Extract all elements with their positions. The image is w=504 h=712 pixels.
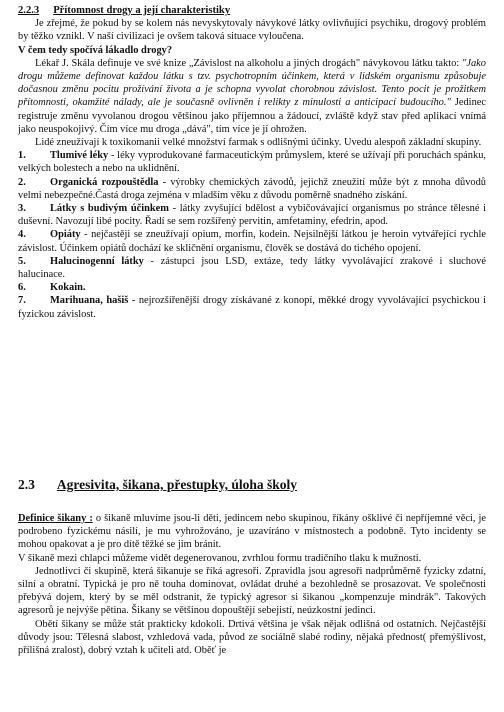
item-text: - výrobky chemických závodů, jejichž zneužití může být z mnoha důvodů velmi nebezpečné.Častá droga zejména v mladším věku z důvodu poměrně snadného získání.: [18, 176, 486, 201]
item-number: 2.: [18, 176, 26, 188]
drug-group-item: [18, 202, 486, 228]
drug-group-item: [18, 294, 486, 320]
item-number: 7.: [18, 295, 26, 307]
item-name: Tlumivé léky: [50, 150, 109, 162]
item-text: - nejčastěji se zneužívají opium, morfin, kodein. Nejsilnější látkou je heroin vytvářející rychle závislost. Účinkem opiátů dochází ke skličnění organismu, člověk se dostává do tichého opojení.: [18, 229, 486, 254]
paragraph: Jednotlivci či skupině, která šikanuje se říká agresoři. Zpravidla jsou agresoři nadprůměrně fyzicky zdatní, silní a obratní. Typická je pro ně touha dominovat, ovládat druhé a bezohledně se prosazovat. Ve společnosti přebývá dojem, který by se měl odstranit, že typický agresor si šikanou „kompenzuje mindrák". Takových agresorů je nejvýše pětina. Šikany se většinou dopouštějí sebejistí, neúzkostní jedinci.: [18, 565, 486, 617]
paragraph-text: Jedinec registruje změnu vyvolanou drogou většinou jako příjemnou a žádoucí, zvláště když stav před aplikací vnímá jako neuspokojivý. Čím více mu droga „dává", tím více je jí ohrožen.: [18, 97, 486, 135]
section-title: Agresivita, šikana, přestupky, úloha školy: [56, 477, 298, 492]
section-number: 2.2.3: [18, 5, 40, 16]
item-number: 5.: [18, 255, 26, 267]
quote-text: "Jako drogu můžeme definovat každou látku s tzv. psychotropním účinkem, která v lidském organismu způsobuje dočasnou změnu pocitu prožívání života a je schopna vyvolat chorobnou závislost. Tento pocit je prožitkem přítomnosti, okamžité nálady, ale je současně ovlivněn i relikty z minulosti a anticipací budoucího.": [18, 57, 486, 109]
paragraph: Je zřejmé, že pokud by se kolem nás nevyskytovaly návykové látky ovlivňující psychiku, drogový problém by těžko vznikl. V naší civilizaci je ovšem taková situace vyloučena.: [18, 18, 486, 43]
section-heading: [18, 476, 486, 494]
item-text: - látky zvyšující bdělost a vybičovávající organismus po stránce tělesné i duševní. Navozují libé pocity. Řadí se sem rozšířený pervitin, amfetaminy, efedrin, apod.: [18, 203, 486, 228]
item-text: - léky vyprodukované farmaceutickým průmyslem, které se užívají při poruchách spánku, velkých bolestech a nebo na uklidnění.: [18, 150, 486, 175]
paragraph: Obětí šikany se může stát prakticky kdokoli. Drtivá většina je však nějak odlišná od ostatních. Nejčastější důvody jsou: Tělesná slabost, vzhledová vada, původ ze sociálně slabé rodiny, nějaká přednost( přemýšlivost, přílišná zralost), dobrý vztah k učiteli atd. Oběť je: [18, 618, 486, 657]
question-heading: V čem tedy spočívá lákadlo drogy?: [18, 44, 173, 56]
paragraph: V šikaně mezi chlapci můžeme vidět degenerovanou, zvrhlou formu tradičního tlaku k mužnosti.: [18, 552, 422, 564]
item-name: Organická rozpouštědla: [50, 176, 159, 188]
section-title: Přítomnost drogy a její charakteristiky: [53, 5, 231, 16]
section-heading: [18, 4, 486, 17]
drug-group-item: [18, 176, 486, 202]
item-number: 3.: [18, 203, 26, 215]
paragraph: Lidé zneužívají k toxikomanii velké množství farmak s odlišnými účinky. Uvedu alespoň základní skupiny.: [35, 137, 482, 149]
definition-paragraph: [18, 512, 486, 552]
bullying-definition: [18, 512, 486, 657]
definition-text: o šikaně mluvíme jsou-li děti, jedincem nebo skupinou, říkány ošklivé či nepříjemné věci, je podrobeno fyzickému násilí, je mu vyhrožováno, je uzavíráno v místnostech a podobně. Tyto incidenty se mohou opakovat a je pro dítě těžké se jim bránit.: [18, 513, 486, 551]
drug-group-item: [18, 255, 486, 281]
section-number: 2.3: [18, 477, 35, 492]
section-drug-presence: [18, 4, 486, 321]
drug-group-item: [18, 149, 486, 175]
drug-group-list: [18, 149, 486, 321]
item-name: Opiáty: [50, 229, 81, 241]
definition-paragraph: [18, 57, 486, 136]
item-name: Marihuana, hašiš: [50, 295, 129, 307]
item-name: Halucinogenní látky: [50, 255, 144, 267]
item-number: 1.: [18, 150, 26, 162]
item-name: Kokain.: [50, 282, 86, 294]
item-text: - zástupci jsou LSD, extáze, tedy látky vyvolávající zrakové i sluchové halucinace.: [18, 255, 486, 281]
item-name: Látky s budivým účinkem: [50, 203, 169, 215]
section-aggression: [18, 476, 486, 494]
definition-label: Definice šikany :: [18, 513, 93, 524]
item-text: - nejrozšířenější drogy získávané z konopí, měkké drogy vyvolávající psychickou i fyzickou závislost.: [18, 295, 486, 320]
item-number: 4.: [18, 229, 26, 241]
drug-group-item: [18, 228, 486, 254]
drug-group-item: [18, 281, 486, 294]
item-number: 6.: [18, 282, 26, 294]
paragraph-text: Lékař J. Skála definuje ve své knize „Závislost na alkoholu a jiných drogách" návykovou látku takto:: [35, 57, 460, 69]
